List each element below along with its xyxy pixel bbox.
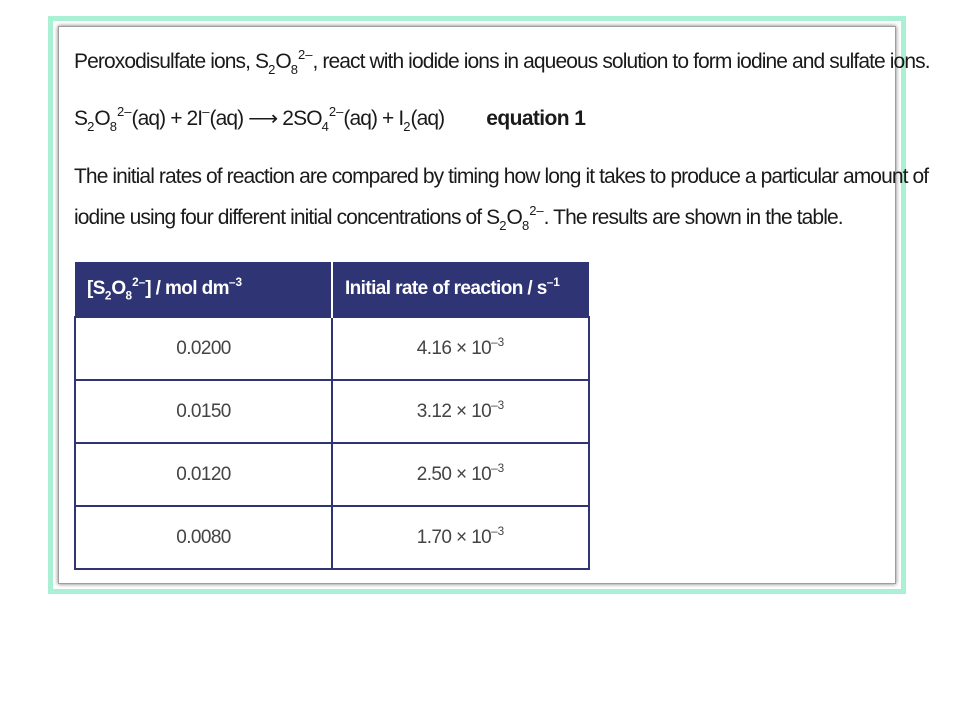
paragraph-line-2: iodine using four different initial concentrations of $S_2O_8^{2-}$. The results are shown in the table. (74, 202, 843, 233)
concentration-column-header: $[S_2O_8^{2-}]$ / mol $dm^{-3}$ (75, 262, 332, 317)
table-row (75, 506, 589, 569)
table-row (75, 443, 589, 506)
intro-text-start: Peroxodisulfate ions, (74, 50, 255, 73)
equation-1: $S_2O_8^{2-}(aq) + 2I^-(aq)$ ⟶ $2SO_4^{2-}(aq) + I_2(aq)$ equation 1 (74, 103, 586, 134)
intro-text-end: , react with iodide ions in aqueous solution to form iodine and sulfate ions. (312, 50, 930, 73)
results-table (74, 262, 590, 570)
table-row (75, 380, 589, 443)
table-row (75, 317, 589, 380)
content-frame (48, 16, 930, 594)
concentration-cell: 0.0200 (75, 317, 332, 380)
content-panel (58, 26, 930, 584)
rate-cell: $1.70 \times 10^{-3}$ (332, 506, 589, 569)
rate-cell: $3.12 \times 10^{-3}$ (332, 380, 589, 443)
paragraph-line-1: The initial rates of reaction are compared by timing how long it takes to produce a particular amount of (74, 165, 929, 188)
peroxodisulfate-formula: $S_2O_8^{2-}$ (254, 46, 313, 77)
rate-cell: $4.16 \times 10^{-3}$ (332, 317, 589, 380)
rate-column-header: Initial rate of reaction / $s^{-1}$ (332, 262, 589, 317)
concentration-cell: 0.0150 (75, 380, 332, 443)
intro-sentence (74, 46, 930, 77)
table-header-row (75, 262, 589, 317)
concentration-cell: 0.0120 (75, 443, 332, 506)
equation-label: equation 1 (486, 107, 586, 130)
peroxodisulfate-formula: $S_2O_8^{2-}$ (486, 202, 544, 233)
concentration-cell: 0.0080 (75, 506, 332, 569)
rate-cell: $2.50 \times 10^{-3}$ (332, 443, 589, 506)
